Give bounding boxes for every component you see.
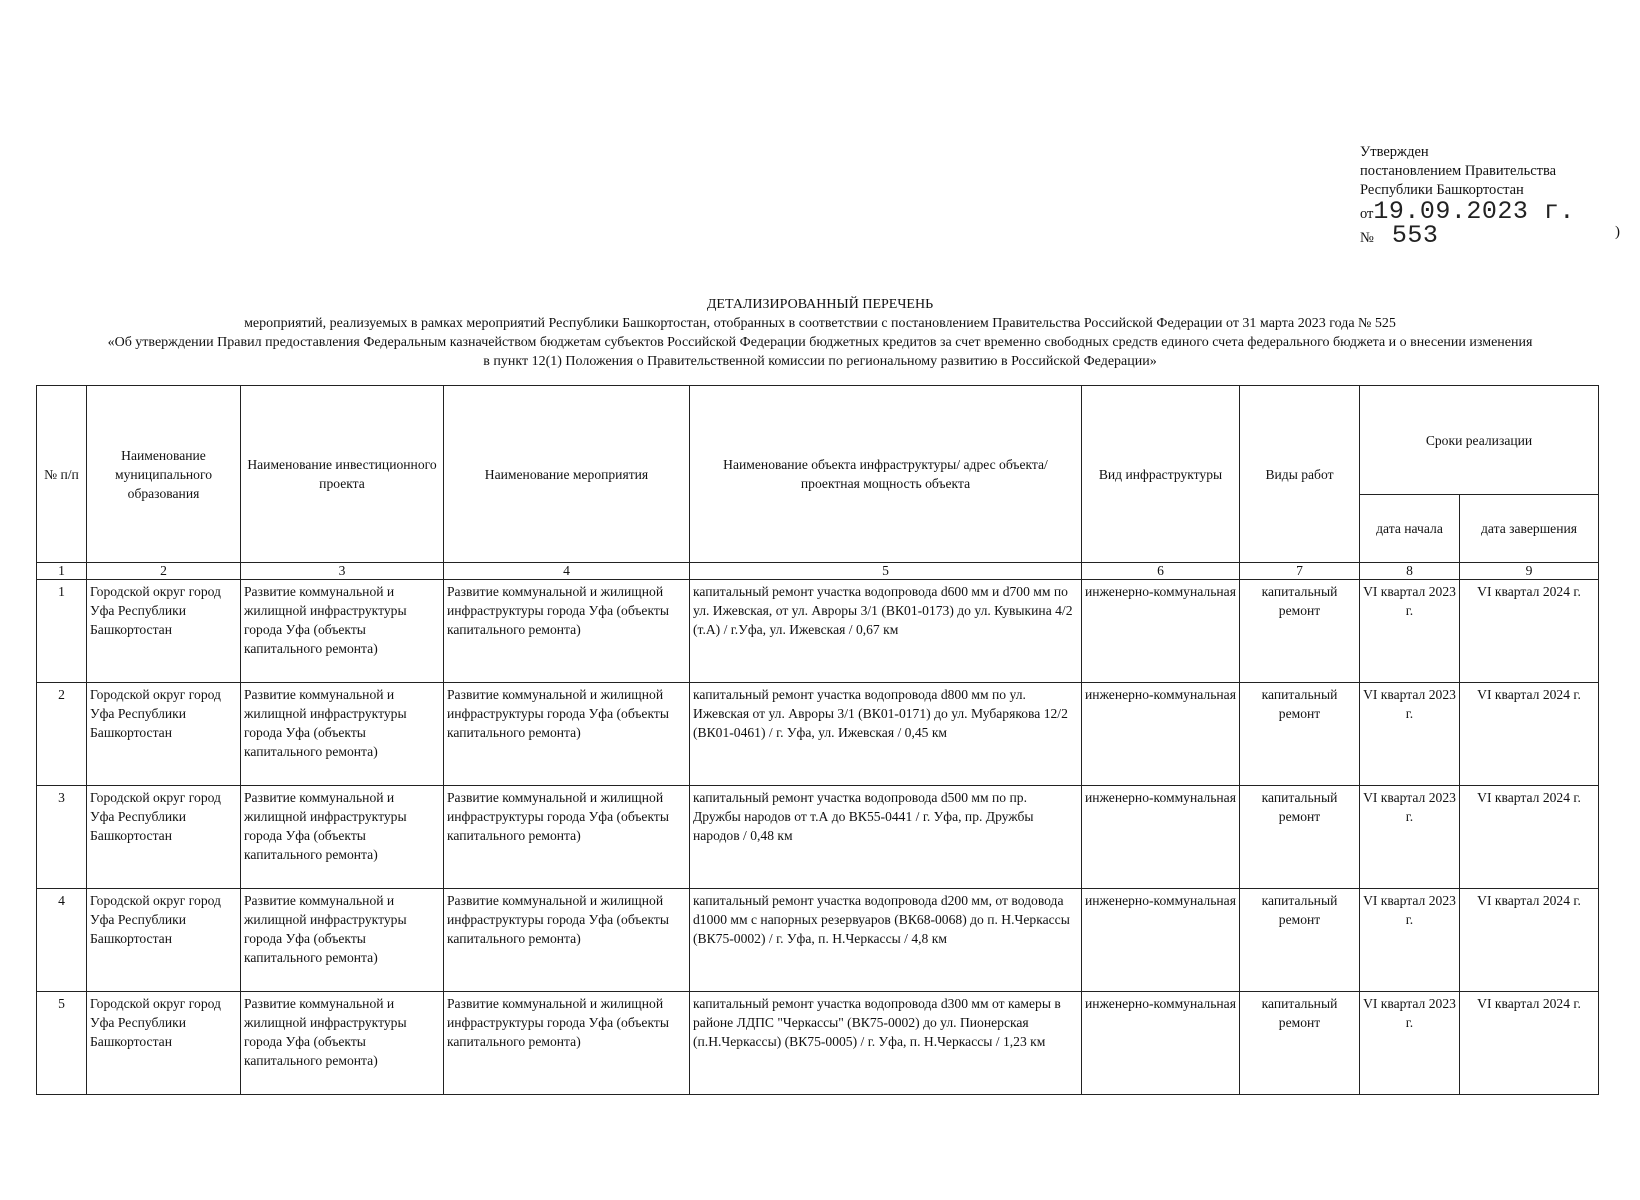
cell-works: капитальный ремонт xyxy=(1240,580,1360,683)
cell-works: капитальный ремонт xyxy=(1240,683,1360,786)
column-number: 1 xyxy=(37,563,87,580)
column-number: 5 xyxy=(690,563,1082,580)
column-number: 2 xyxy=(87,563,241,580)
cell-measure: Развитие коммунальной и жилищной инфраструктуры города Уфа (объекты капитального ремонта) xyxy=(444,889,690,992)
date-prefix: от xyxy=(1360,206,1374,222)
measures-table xyxy=(36,385,1599,1095)
cell-start: VI квартал 2023 г. xyxy=(1360,889,1460,992)
cell-measure: Развитие коммунальной и жилищной инфраструктуры города Уфа (объекты капитального ремонта) xyxy=(444,683,690,786)
cell-municipality: Городской округ город Уфа Республики Башкортостан xyxy=(87,683,241,786)
cell-start: VI квартал 2023 г. xyxy=(1360,786,1460,889)
header-end: дата завершения xyxy=(1460,495,1599,563)
header-object: Наименование объекта инфраструктуры/ адрес объекта/ проектная мощность объекта xyxy=(690,386,1082,563)
cell-infra: инженерно-коммунальная xyxy=(1082,580,1240,683)
table-row xyxy=(37,992,1599,1095)
cell-object: капитальный ремонт участка водопровода d800 мм по ул. Ижевская от ул. Авроры 3/1 (ВК01-0171) до ул. Мубарякова 12/2 (ВК01-0461) / г. Уфа, ул. Ижевская / 0,45 км xyxy=(690,683,1082,786)
document-heading: ДЕТАЛИЗИРОВАННЫЙ ПЕРЕЧЕНЬ xyxy=(706,297,934,312)
cell-project: Развитие коммунальной и жилищной инфраструктуры города Уфа (объекты капитального ремонта) xyxy=(241,992,444,1095)
cell-end: VI квартал 2024 г. xyxy=(1460,683,1599,786)
cell-num: 5 xyxy=(37,992,87,1095)
cell-measure: Развитие коммунальной и жилищной инфраструктуры города Уфа (объекты капитального ремонта) xyxy=(444,786,690,889)
cell-project: Развитие коммунальной и жилищной инфраструктуры города Уфа (объекты капитального ремонта) xyxy=(241,683,444,786)
column-number: 4 xyxy=(444,563,690,580)
cell-object: капитальный ремонт участка водопровода d500 мм по пр. Дружбы народов от т.А до ВК55-0441 / г. Уфа, пр. Дружбы народов / 0,48 км xyxy=(690,786,1082,889)
header-infra: Вид инфраструктуры xyxy=(1082,386,1240,563)
approval-block xyxy=(1360,143,1620,248)
table-row xyxy=(37,580,1599,683)
column-number: 6 xyxy=(1082,563,1240,580)
cell-infra: инженерно-коммунальная xyxy=(1082,992,1240,1095)
table-row xyxy=(37,683,1599,786)
number-prefix: № xyxy=(1360,230,1374,246)
column-number: 8 xyxy=(1360,563,1460,580)
header-start: дата начала xyxy=(1360,495,1460,563)
cell-municipality: Городской округ город Уфа Республики Башкортостан xyxy=(87,992,241,1095)
cell-end: VI квартал 2024 г. xyxy=(1460,580,1599,683)
approval-number-stamp: 553 xyxy=(1391,221,1439,250)
approval-date-stamp: 19.09.2023 г. xyxy=(1373,197,1575,226)
header-num: № п/п xyxy=(37,386,87,563)
cell-measure: Развитие коммунальной и жилищной инфраструктуры города Уфа (объекты капитального ремонта) xyxy=(444,580,690,683)
cell-object: капитальный ремонт участка водопровода d600 мм и d700 мм по ул. Ижевская, от ул. Авроры 3/1 (ВК01-0173) до ул. Кувыкина 4/2 (т.А) / г.Уфа, ул. Ижевская / 0,67 км xyxy=(690,580,1082,683)
cell-measure: Развитие коммунальной и жилищной инфраструктуры города Уфа (объекты капитального ремонта) xyxy=(444,992,690,1095)
cell-start: VI квартал 2023 г. xyxy=(1360,683,1460,786)
approval-line-resolution: постановлением Правительства xyxy=(1360,163,1557,179)
title-line-1: мероприятий, реализуемых в рамках мероприятий Республики Башкортостан, отобранных в соответствии с постановлением Правительства Российской Федерации от 31 марта 2023 года № 525 xyxy=(244,316,1396,331)
cell-object: капитальный ремонт участка водопровода d300 мм от камеры в районе ЛДПС "Черкассы" (ВК75-0002) до ул. Пионерская (п.Н.Черкассы) (ВК75-0005) / г. Уфа, п. Н.Черкассы / 1,23 км xyxy=(690,992,1082,1095)
cell-infra: инженерно-коммунальная xyxy=(1082,786,1240,889)
cell-num: 4 xyxy=(37,889,87,992)
header-works: Виды работ xyxy=(1240,386,1360,563)
table-header-row xyxy=(37,386,1599,495)
cell-works: капитальный ремонт xyxy=(1240,786,1360,889)
column-number: 9 xyxy=(1460,563,1599,580)
header-terms: Сроки реализации xyxy=(1360,386,1599,495)
header-project: Наименование инвестиционного проекта xyxy=(241,386,444,563)
cell-infra: инженерно-коммунальная xyxy=(1082,683,1240,786)
cell-project: Развитие коммунальной и жилищной инфраструктуры города Уфа (объекты капитального ремонта) xyxy=(241,580,444,683)
approval-line-approved: Утвержден xyxy=(1360,144,1429,160)
cell-works: капитальный ремонт xyxy=(1240,889,1360,992)
cell-project: Развитие коммунальной и жилищной инфраструктуры города Уфа (объекты капитального ремонта) xyxy=(241,889,444,992)
title-line-3: в пункт 12(1) Положения о Правительственной комиссии по региональному развитию в Российской Федерации» xyxy=(483,354,1157,369)
cell-municipality: Городской округ город Уфа Республики Башкортостан xyxy=(87,786,241,889)
document-title xyxy=(40,295,1600,371)
cell-project: Развитие коммунальной и жилищной инфраструктуры города Уфа (объекты капитального ремонта) xyxy=(241,786,444,889)
cell-start: VI квартал 2023 г. xyxy=(1360,580,1460,683)
cell-num: 3 xyxy=(37,786,87,889)
cell-start: VI квартал 2023 г. xyxy=(1360,992,1460,1095)
cell-end: VI квартал 2024 г. xyxy=(1460,786,1599,889)
cell-municipality: Городской округ город Уфа Республики Башкортостан xyxy=(87,580,241,683)
title-line-2: «Об утверждении Правил предоставления Федеральным казначейством бюджетам субъектов Российской Федерации бюджетных кредитов за счет временно свободных средств единого счета федерального бюджета и о внесении изменения xyxy=(107,335,1533,350)
approval-number-line xyxy=(1360,221,1620,250)
cell-end: VI квартал 2024 г. xyxy=(1460,889,1599,992)
column-number: 3 xyxy=(241,563,444,580)
cell-infra: инженерно-коммунальная xyxy=(1082,889,1240,992)
column-number-row xyxy=(37,563,1599,580)
header-measure: Наименование мероприятия xyxy=(444,386,690,563)
column-number: 7 xyxy=(1240,563,1360,580)
cell-object: капитальный ремонт участка водопровода d200 мм, от водовода d1000 мм с напорных резервуаров (ВК68-0068) до п. Н.Черкассы (ВК75-0002) / г. Уфа, п. Н.Черкассы / 4,8 км xyxy=(690,889,1082,992)
cell-num: 2 xyxy=(37,683,87,786)
approval-line-government: Республики Башкортостан xyxy=(1360,182,1524,198)
closing-paren: ) xyxy=(1615,224,1620,240)
table-row xyxy=(37,786,1599,889)
cell-end: VI квартал 2024 г. xyxy=(1460,992,1599,1095)
table-row xyxy=(37,889,1599,992)
header-municipality: Наименование муниципального образования xyxy=(87,386,241,563)
cell-num: 1 xyxy=(37,580,87,683)
cell-municipality: Городской округ город Уфа Республики Башкортостан xyxy=(87,889,241,992)
cell-works: капитальный ремонт xyxy=(1240,992,1360,1095)
